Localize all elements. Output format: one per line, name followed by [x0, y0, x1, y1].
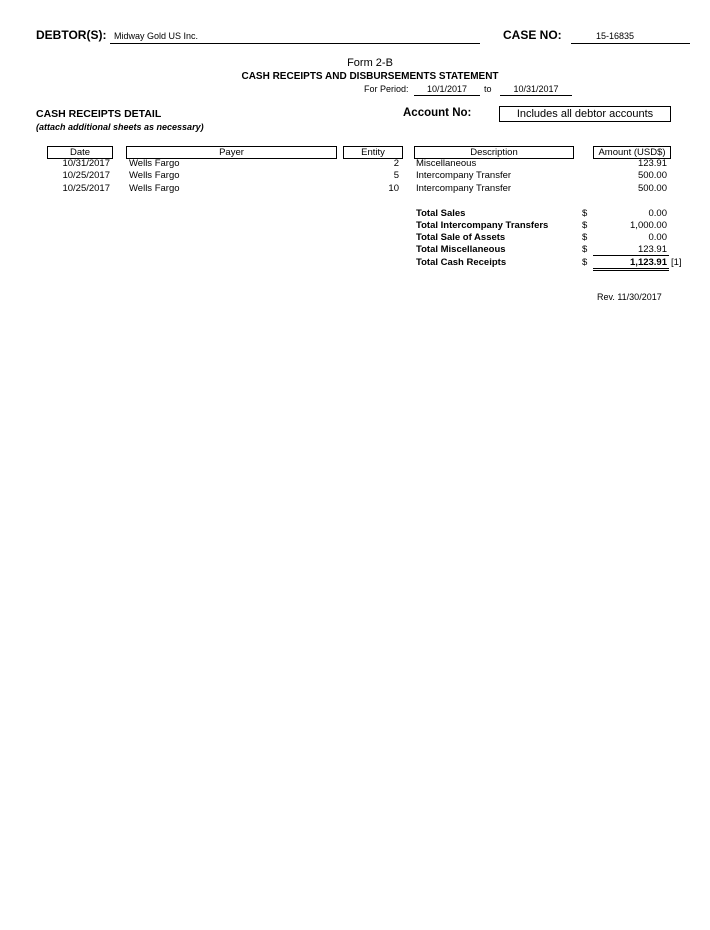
row-payer: Wells Fargo	[129, 158, 180, 169]
total-misc-amount: 123.91	[637, 244, 667, 255]
total-receipts-amount: 1,123.91	[630, 257, 667, 268]
row-description: Intercompany Transfer	[416, 183, 512, 194]
period-start: 10/1/2017	[426, 84, 468, 94]
debtor-name: Midway Gold US Inc.	[114, 31, 199, 41]
table-row	[0, 183, 710, 195]
period-end-underline	[500, 95, 572, 96]
column-header-description: Description	[414, 146, 574, 159]
period-label: For Period:	[364, 84, 409, 94]
table-row	[0, 170, 710, 182]
total-receipts-footnote: [1]	[671, 257, 682, 268]
row-amount: 123.91	[637, 158, 667, 169]
row-entity: 2	[393, 158, 399, 169]
account-value: Includes all debtor accounts	[499, 106, 671, 122]
debtor-label: DEBTOR(S):	[36, 28, 107, 42]
period-start-underline	[414, 95, 480, 96]
total-intercompany-label: Total Intercompany Transfers	[416, 220, 549, 231]
row-date: 10/31/2017	[62, 158, 110, 169]
section-note: (attach additional sheets as necessary)	[36, 122, 204, 132]
total-receipts-currency: $	[582, 257, 588, 268]
row-entity: 10	[388, 183, 399, 194]
subtotal-rule	[593, 255, 669, 256]
row-amount: 500.00	[637, 183, 667, 194]
case-label: CASE NO:	[503, 28, 562, 42]
case-underline	[571, 43, 690, 44]
total-sales-amount: 0.00	[648, 208, 667, 219]
row-date: 10/25/2017	[62, 183, 110, 194]
total-assets-amount: 0.00	[648, 232, 667, 243]
column-header-amount: Amount (USD$)	[593, 146, 671, 159]
section-title: CASH RECEIPTS DETAIL	[36, 108, 162, 120]
period-to: to	[484, 84, 492, 94]
form-number: Form 2-B	[347, 57, 393, 69]
total-assets-currency: $	[582, 232, 588, 243]
debtor-underline	[110, 43, 480, 44]
form-title: CASH RECEIPTS AND DISBURSEMENTS STATEMENT	[241, 71, 499, 82]
row-payer: Wells Fargo	[129, 183, 180, 194]
total-double-rule-bottom	[593, 270, 669, 271]
total-double-rule-top	[593, 268, 669, 269]
total-assets-label: Total Sale of Assets	[416, 232, 506, 243]
total-misc-currency: $	[582, 244, 588, 255]
table-row	[0, 158, 710, 170]
period-end: 10/31/2017	[513, 84, 559, 94]
column-header-payer: Payer	[126, 146, 337, 159]
row-date: 10/25/2017	[62, 170, 110, 181]
total-receipts-label: Total Cash Receipts	[416, 257, 507, 268]
row-description: Intercompany Transfer	[416, 170, 512, 181]
column-header-entity: Entity	[343, 146, 403, 159]
case-number: 15-16835	[596, 31, 635, 41]
account-label: Account No:	[403, 107, 472, 119]
row-payer: Wells Fargo	[129, 170, 180, 181]
row-amount: 500.00	[637, 170, 667, 181]
total-intercompany-currency: $	[582, 220, 588, 231]
revision-date: Rev. 11/30/2017	[597, 292, 662, 302]
column-header-date: Date	[47, 146, 113, 159]
total-intercompany-amount: 1,000.00	[630, 220, 667, 231]
row-description: Miscellaneous	[416, 158, 477, 169]
total-misc-label: Total Miscellaneous	[416, 244, 506, 255]
total-sales-currency: $	[582, 208, 588, 219]
total-sales-label: Total Sales	[416, 208, 466, 219]
row-entity: 5	[393, 170, 399, 181]
